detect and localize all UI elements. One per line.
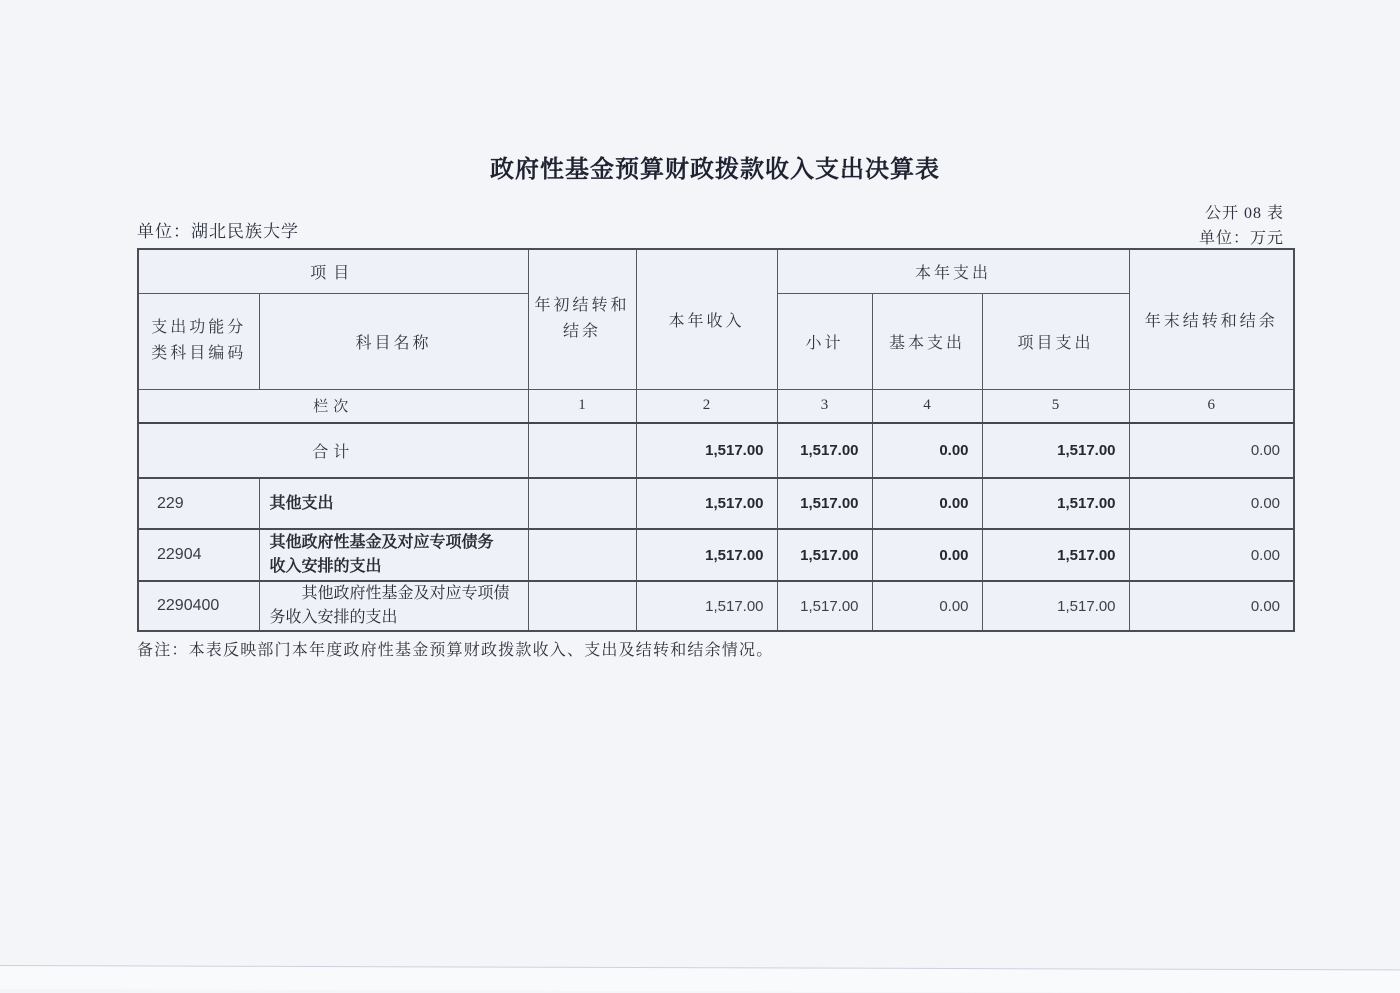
currency-unit-label: 单位：万元 xyxy=(1198,230,1284,247)
index-col-6: 6 xyxy=(1129,389,1294,423)
total-project-expenditure: 1,517.00 xyxy=(982,423,1129,478)
index-col-2: 2 xyxy=(636,389,777,423)
index-label: 栏次 xyxy=(138,389,528,423)
total-yearend-balance: 0.00 xyxy=(1129,423,1294,478)
paper-bottom-edge xyxy=(0,965,1400,993)
total-row xyxy=(138,423,1294,478)
header-project: 项目 xyxy=(138,249,528,293)
row-code: 22904 xyxy=(138,529,259,581)
index-col-5: 5 xyxy=(982,389,1129,423)
row-code: 229 xyxy=(138,478,259,529)
cell-basic-expenditure: 0.00 xyxy=(872,581,982,631)
table-row-2290400 xyxy=(138,581,1294,631)
cell-project-expenditure: 1,517.00 xyxy=(982,529,1129,581)
header-yearend-balance: 年末结转和结余 xyxy=(1129,249,1294,389)
doc-code-label: 公开 08 表 xyxy=(1204,205,1284,222)
total-beginning-balance xyxy=(528,423,636,478)
total-subtotal: 1,517.00 xyxy=(777,423,872,478)
index-col-4: 4 xyxy=(872,389,982,423)
page-title: 政府性基金预算财政拨款收入支出决算表 xyxy=(490,157,940,183)
total-current-income: 1,517.00 xyxy=(636,423,777,478)
cell-yearend-balance: 0.00 xyxy=(1129,581,1294,631)
cell-yearend-balance: 0.00 xyxy=(1129,478,1294,529)
header-beginning-balance: 年初结转和结余 xyxy=(528,249,636,389)
total-basic-expenditure: 0.00 xyxy=(872,423,982,478)
index-col-1: 1 xyxy=(528,389,636,423)
cell-current-income: 1,517.00 xyxy=(636,478,777,529)
header-project-expenditure: 项目支出 xyxy=(982,293,1129,389)
row-subject-name: 其他支出 xyxy=(259,478,528,529)
cell-subtotal: 1,517.00 xyxy=(777,581,872,631)
cell-basic-expenditure: 0.00 xyxy=(872,478,982,529)
table-row-22904 xyxy=(138,529,1294,581)
cell-subtotal: 1,517.00 xyxy=(777,529,872,581)
footnote: 备注：本表反映部门本年度政府性基金预算财政拨款收入、支出及结转和结余情况。 xyxy=(137,642,774,659)
header-basic-expenditure: 基本支出 xyxy=(872,293,982,389)
meta-right-block xyxy=(984,201,1284,251)
org-unit-label: 单位：湖北民族大学 xyxy=(137,222,299,241)
cell-beginning-balance xyxy=(528,581,636,631)
cell-yearend-balance: 0.00 xyxy=(1129,529,1294,581)
cell-beginning-balance xyxy=(528,478,636,529)
fund-budget-table xyxy=(137,248,1295,632)
row-subject-name: 其他政府性基金及对应专项债务收入安排的支出 xyxy=(259,581,528,631)
row-code: 2290400 xyxy=(138,581,259,631)
header-subject-name: 科目名称 xyxy=(259,293,528,389)
cell-current-income: 1,517.00 xyxy=(636,581,777,631)
header-current-income: 本年收入 xyxy=(636,249,777,389)
cell-beginning-balance xyxy=(528,529,636,581)
cell-subtotal: 1,517.00 xyxy=(777,478,872,529)
cell-current-income: 1,517.00 xyxy=(636,529,777,581)
header-current-expenditure: 本年支出 xyxy=(777,249,1129,293)
header-function-code: 支出功能分类科目编码 xyxy=(138,293,259,389)
cell-project-expenditure: 1,517.00 xyxy=(982,478,1129,529)
total-label: 合计 xyxy=(138,423,528,478)
header-subtotal: 小计 xyxy=(777,293,872,389)
table-row-229 xyxy=(138,478,1294,529)
cell-basic-expenditure: 0.00 xyxy=(872,529,982,581)
column-index-row xyxy=(138,389,1294,423)
cell-project-expenditure: 1,517.00 xyxy=(982,581,1129,631)
header-row-1 xyxy=(138,249,1294,293)
row-subject-name: 其他政府性基金及对应专项债务收入安排的支出 xyxy=(259,529,528,581)
index-col-3: 3 xyxy=(777,389,872,423)
